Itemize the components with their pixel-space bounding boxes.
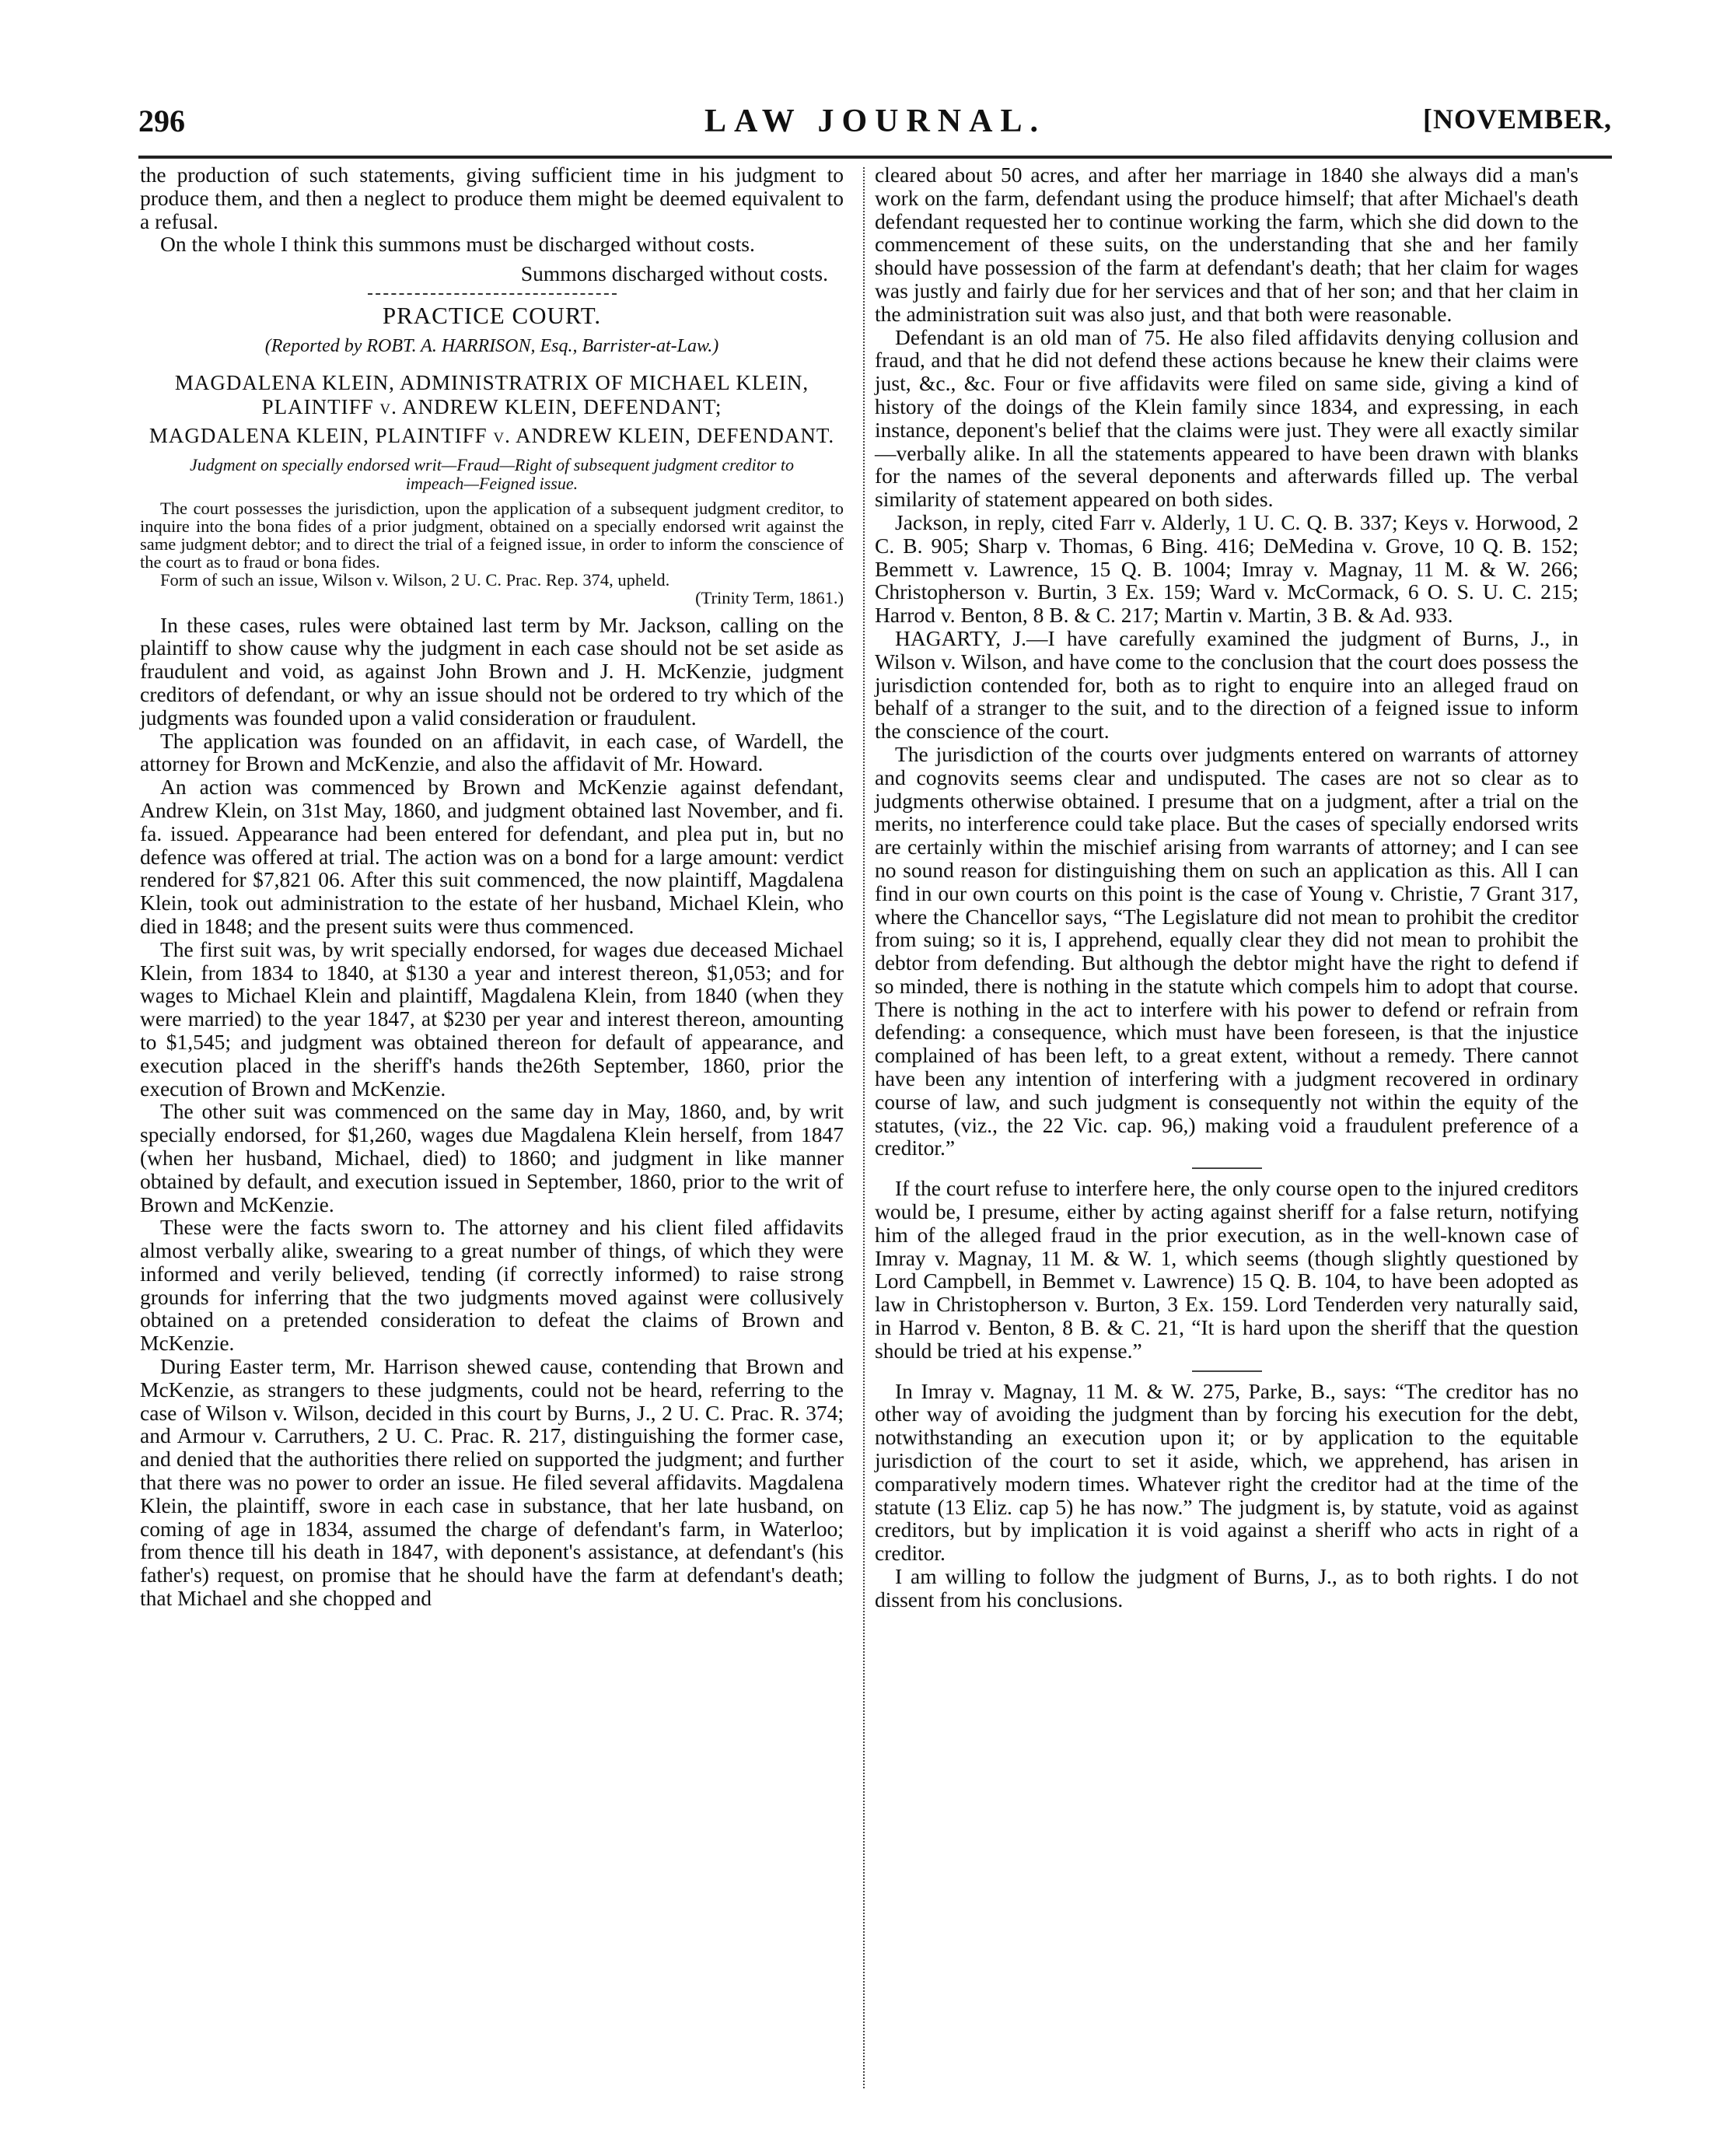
- right-column: [875, 163, 1578, 1612]
- paragraph-rule: [1192, 1167, 1262, 1169]
- case-title-1: MAGDALENA KLEIN, ADMINISTRATRIX OF MICHAEL KLEIN, PLAINTIFF v. ANDREW KLEIN, DEFENDANT;: [174, 370, 809, 418]
- paragraph: Jackson, in reply, cited Farr v. Alderly, 1 U. C. Q. B. 337; Keys v. Horwood, 2 C. B. 905; Sharp v. Thomas, 6 Bing. 416; DeMedina v. Grove, 10 Q. B. 152; Bemmett v. Lawrence, 15 Q. B. 1004; Imray v. Magnay, 11 M. & W. 266; Christopherson v. Burtin, 3 Ex. 159; Ward v. McCormack, 6 O. S. U. C. 215; Harrod v. Benton, 8 B. & C. 217; Martin v. Martin, 3 B. & Ad. 933.: [875, 509, 1578, 628]
- opening-paragraph: the production of such statements, giving sufficient time in his judgment to produce them, and then a neglect to produce them might be deemed equivalent to a refusal.: [140, 163, 844, 233]
- journal-title: LAW JOURNAL.: [704, 103, 1046, 139]
- paragraph: In Imray v. Magnay, 11 M. & W. 275, Parke, B., says: “The creditor has no other way of avoiding the judgment than by forcing his execution for the debt, notwithstanding an execution upon it; or by application to the equitable jurisdiction of the court to set it aside, which, we apprehend, has arisen in comparatively modern times. Whatever right the creditor had at the time of the statute (13 Eliz. cap 5) he has now.” The judgment is, by statute, void as against creditors, but by implication it is void against a sheriff who acts in right of a creditor.: [875, 1378, 1578, 1566]
- page-number: 296: [138, 103, 185, 138]
- section-title: PRACTICE COURT.: [382, 301, 602, 329]
- term-line: (Trinity Term, 1861.): [695, 587, 844, 607]
- paragraph: The other suit was commenced on the same day in May, 1860, and, by writ specially endorsed, for $1,260, wages due Magdalena Klein herself, from 1847 (when her husband, Michael, died) to 1860; and judgment in like manner obtained by default, and execution issued in September, 1860, prior to the writ of Brown and McKenzie.: [140, 1099, 844, 1216]
- syllabus-1: The court possesses the jurisdiction, upon the application of a subsequent judgment creditor, to inquire into the bona fides of a prior judgment, obtained on a specially endorsed writ against the same judgment debtor; and to direct the trial of a feigned issue, in order to inform the conscience of the court as to fraud or bona fides.: [140, 498, 844, 572]
- paragraph: I am willing to follow the judgment of Burns, J., as to both rights. I do not dissent from his conclusions.: [875, 1564, 1578, 1612]
- paragraph: HAGARTY, J.—I have carefully examined the judgment of Burns, J., in Wilson v. Wilson, and have come to the conclusion that the court does possess the jurisdiction contended for, both as to right to enquire into an alleged fraud on behalf of a stranger to the suit, and to the direction of a feigned issue to inform the conscience of the court.: [875, 625, 1578, 744]
- column-divider: [863, 167, 865, 2088]
- header-rule: [138, 156, 1612, 159]
- paragraph: An action was commenced by Brown and McKenzie against defendant, Andrew Klein, on 31st May, 1860, and judgment obtained last November, and fi. fa. issued. Appearance had been entered for defendant, and plea put in, but no defence was offered at trial. The action was on a bond for a large amount: verdict rendered for $7,821 06. After this suit commenced, the now plaintiff, Magdalena Klein, took out administration to the estate of her husband, Michael Klein, who died in 1848; and the present suits were thus commenced.: [140, 775, 844, 938]
- conclusion-paragraph: On the whole I think this summons must be discharged without costs.: [160, 232, 755, 257]
- section-rule: [368, 293, 617, 295]
- headnote: Judgment on specially endorsed writ—Fraud—Right of subsequent judgment creditor to impeach—Feigned issue.: [189, 454, 795, 493]
- syllabus-2: Form of such an issue, Wilson v. Wilson, 2 U. C. Prac. Rep. 374, upheld.: [160, 569, 670, 590]
- paragraph: The first suit was, by writ specially endorsed, for wages due deceased Michael Klein, from 1834 to 1840, at $130 a year and interest thereon, $1,053; and for wages to Michael Klein and plaintiff, Magdalena Klein, from 1840 (when they were married) to the year 1847, at $230 per year and interest thereon, amounting to $1,545; and judgment was obtained thereon for default of appearance, and execution placed in the sheriff's hands the26th September, 1860, prior the execution of Brown and McKenzie.: [140, 936, 844, 1101]
- running-head: [138, 103, 1612, 149]
- disposition: Summons discharged without costs.: [520, 261, 828, 286]
- paragraph-rule: [1192, 1370, 1262, 1372]
- paragraph: These were the facts sworn to. The attorney and his client filed affidavits almost verbally alike, swearing to a great number of things, of which they were informed and verily believed, tending (if correctly informed) to raise strong grounds for inferring that the two judgments moved against were collusively obtained on a pretended consideration to defeat the claims of Brown and McKenzie.: [140, 1215, 844, 1356]
- paragraph: cleared about 50 acres, and after her marriage in 1840 she always did a man's work on the farm, defendant using the produce himself; that after Michael's death defendant requested her to continue working the farm, which she did down to the commencement of these suits, on the understanding that she and her family should have possession of the farm at defendant's death; that her claim for wages was justly and fairly due for her services and that of her son; and that her claim in the administration suit was also just, and that both were reasonable.: [875, 163, 1578, 326]
- issue-month: [NOVEMBER,: [1423, 103, 1612, 135]
- left-column: [140, 163, 844, 1610]
- paragraph: The application was founded on an affidavit, in each case, of Wardell, the attorney for Brown and McKenzie, and also the affidavit of Mr. Howard.: [140, 728, 844, 776]
- paragraph: If the court refuse to interfere here, the only course open to the injured creditors would be, I presume, either by acting against sheriff for a false return, notifying him of the alleged fraud in the prior execution, as in the well-known case of Imray v. Magnay, 11 M. & W. 1, which seems (though slightly questioned by Lord Campbell, in Bemmet v. Lawrence) 15 Q. B. 104, to have been adopted as law in Christopherson v. Burton, 3 Ex. 159. Lord Tenderden very naturally said, in Harrod v. Benton, 8 B. & C. 21, “It is hard upon the sheriff that the question should be tried at his expense.”: [875, 1176, 1578, 1363]
- paragraph: Defendant is an old man of 75. He also filed affidavits denying collusion and fraud, and that he did not defend these actions because he knew their claims were just, &c., &c. Four or five affidavits were filed on same side, giving a kind of history of the doings of the Klein family since 1834, and expressing, in each instance, deponent's belief that the claims were just. They were all exactly similar—verbally alike. In all the statements appeared to have been drawn with blanks for the names of the several deponents and afterwards filled up. The verbal similarity of statement appeared on both sides.: [875, 324, 1578, 512]
- paragraph: The jurisdiction of the courts over judgments entered on warrants of attorney and cognovits seems clear and undisputed. The cases are not so clear as to judgments otherwise obtained. I presume that on a judgment, after a trial on the merits, no interference could take place. But the cases of specially endorsed writs are certainly within the mischief arising from warrants of attorney; and I can see no sound reason for distinguishing them on such an application as this. All I can find in our own courts on this point is the case of Young v. Christie, 7 Grant 317, where the Chancellor says, “The Legislature did not mean to prohibit the creditor from suing; so it is, I apprehend, equally clear they did not mean to prohibit the debtor from defending. But although the debtor might have the right to defend if so minded, there is nothing in the statute which compels him to adopt that course. There is nothing in the act to interfere with his power to defend or refrain from defending: a consequence, which must have been foreseen, is that the injustice complained of has been left, to a great extent, without a remedy. There cannot have been any intention of interfering with a judgment recovered in ordinary course of law, and such judgment is consequently not within the equity of the statutes, (viz., the 22 Vic. cap. 96,) making void a fraudulent preference of a creditor.”: [875, 741, 1578, 1160]
- reporter-line: (Reported by ROBT. A. HARRISON, Esq., Barrister-at-Law.): [264, 335, 719, 356]
- case-title-2: MAGDALENA KLEIN, PLAINTIFF v. ANDREW KLEIN, DEFENDANT.: [149, 423, 835, 447]
- paragraph: During Easter term, Mr. Harrison shewed cause, contending that Brown and McKenzie, as strangers to these judgments, could not be heard, referring to the case of Wilson v. Wilson, decided in this court by Burns, J., 2 U. C. Prac. R. 374; and Armour v. Carruthers, 2 U. C. Prac. R. 217, distinguishing the former case, and denied that the authorities there relied on supported the judgment; and further that there was no power to order an issue. He filed several affidavits. Magdalena Klein, the plaintiff, swore in each case in substance, that her late husband, on coming of age in 1834, assumed the charge of defendant's farm, in Waterloo; from thence till his death in 1847, with deponent's assistance, at defendant's (his father's) request, on promise that he should have the farm at defendant's death; that Michael and she chopped and: [140, 1354, 844, 1611]
- paragraph: In these cases, rules were obtained last term by Mr. Jackson, calling on the plaintiff to show cause why the judgment in each case should not be set aside as fraudulent and void, as against John Brown and J. H. McKenzie, judgment creditors of defendant, or why an issue should not be ordered to try which of the judgments was founded upon a valid consideration or fraudulent.: [140, 612, 844, 730]
